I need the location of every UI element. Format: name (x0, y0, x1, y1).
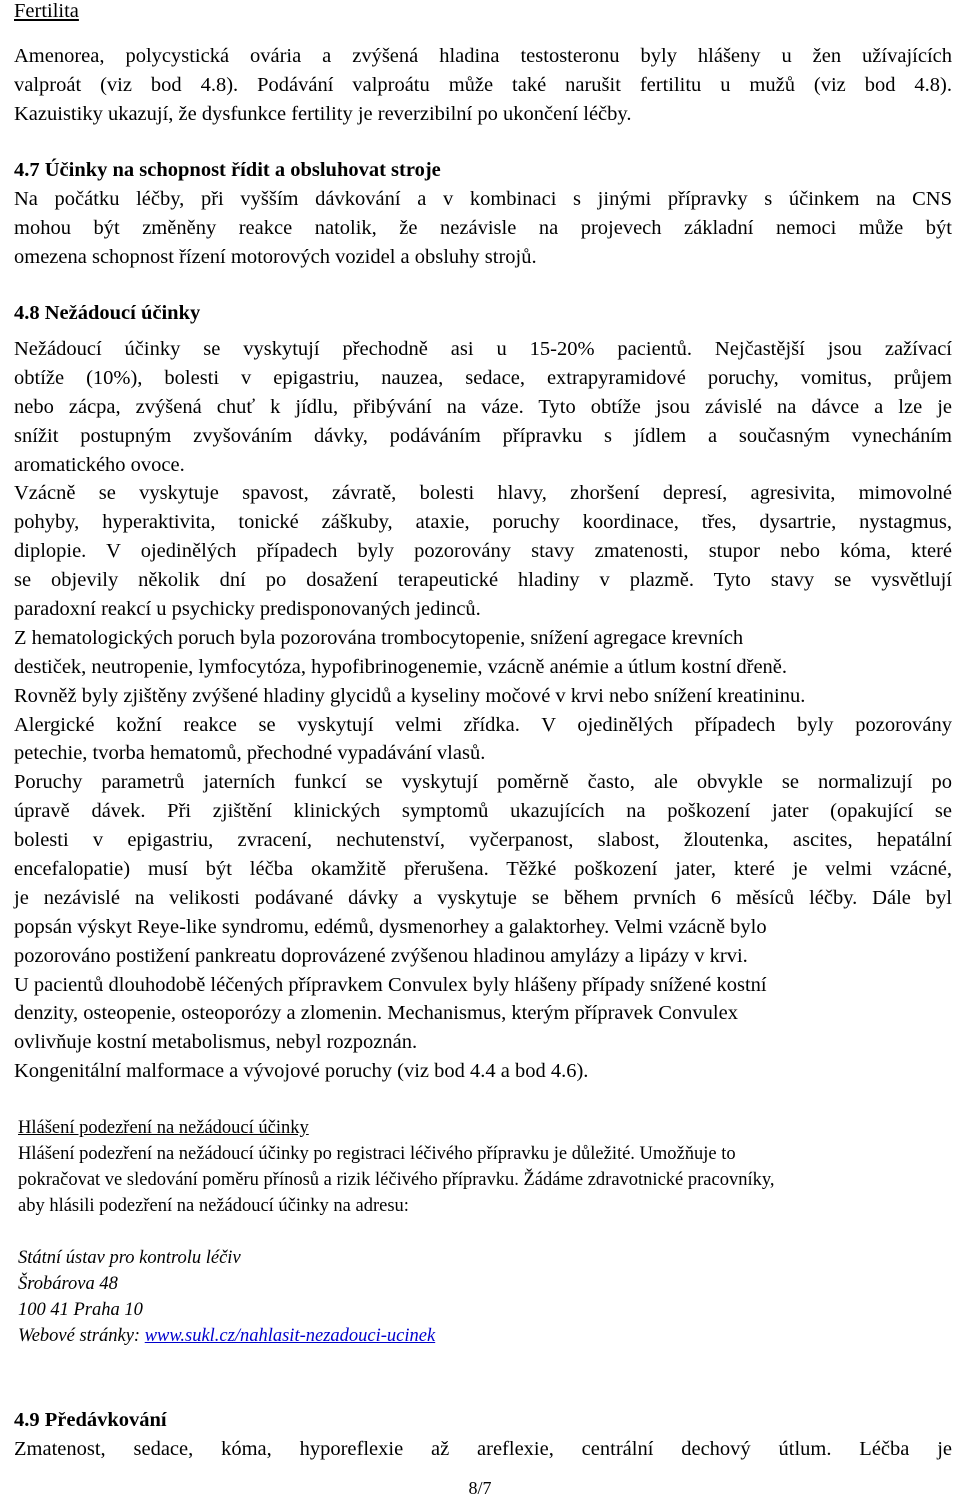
website-link[interactable]: www.sukl.cz/nahlasit-nezadouci-ucinek (144, 1326, 436, 1346)
fertility-line: Amenorea, polycystická ovária a zvýšená hladina testosteronu byly hlášeny u žen užívajících (14, 45, 952, 67)
section-4-8-line: snížit postupným zvyšováním dávky, podáváním přípravku s jídlem a současným vynecháním (14, 425, 952, 447)
section-4-8-line: Z hematologických poruch byla pozorována trombocytopenie, snížení agregace krevních (14, 627, 744, 649)
section-4-8-line: Nežádoucí účinky se vyskytují přechodně asi u 15-20% pacientů. Nejčastější jsou zažívací (14, 338, 952, 360)
section-4-8-line: pozorováno postižení pankreatu doprovázené zvýšenou hladinou amylázy a lipázy v krvi. (14, 945, 748, 967)
section-4-8-line: Kongenitální malformace a vývojové poruchy (viz bod 4.4 a bod 4.6). (14, 1060, 589, 1082)
section-4-8-line: obtíže (10%), bolesti v epigastriu, nauzea, sedace, extrapyramidové poruchy, vomitus, průjem (14, 367, 952, 389)
website-line (18, 1322, 956, 1351)
section-4-8-line: úpravě dávek. Při zjištění klinických symptomů ukazujících na poškození jater (opakující se (14, 800, 952, 822)
section-4-8-line: aromatického ovoce. (14, 454, 185, 476)
section-4-8-line: U pacientů dlouhodobě léčených přípravkem Convulex byly hlášeny případy snížené kostní (14, 974, 767, 996)
section-4-8-line: destiček, neutropenie, lymfocytóza, hypofibrinogenemie, vzácně anémie a útlum kostní dřeně. (14, 656, 788, 678)
section-4-8-line: paradoxní reakcí u psychicky predisponovaných jedinců. (14, 598, 481, 620)
section-4-8-line: petechie, tvorba hematomů, přechodné vypadávání vlasů. (14, 742, 486, 764)
section-4-9-line: Zmatenost, sedace, kóma, hyporeflexie až areflexie, centrální dechový útlum. Léčba je (14, 1438, 952, 1460)
section-4-8-line: bolesti v epigastriu, zvracení, nechutenství, vyčerpanost, slabost, žloutenka, ascites, hepatální (14, 829, 952, 851)
section-4-8-line: denzity, osteopenie, osteoporózy a zlomenin. Mechanismus, kterým přípravek Convulex (14, 1002, 738, 1024)
fertility-title: Fertilita (14, 0, 79, 22)
section-4-8-line: pohyby, hyperaktivita, tonické záškuby, ataxie, poruchy koordinace, třes, dysartrie, nystagmus, (14, 511, 952, 533)
section-4-8-line: popsán výskyt Reye-like syndromu, edémů, dysmenorhey a galaktorhey. Velmi vzácně bylo (14, 916, 767, 938)
section-4-8-line: Alergické kožní reakce se vyskytují velmi zřídka. V ojedinělých případech byly pozorovány (14, 714, 952, 736)
section-4-8-line: ovlivňuje kostní metabolismus, nebyl rozpoznán. (14, 1031, 418, 1053)
reporting-line: aby hlásili podezření na nežádoucí účinky na adresu: (18, 1196, 409, 1216)
section-4-8-line: diplopie. V ojedinělých případech byly pozorovány stavy zmatenosti, stupor nebo kóma, které (14, 540, 952, 562)
section-4-8-line: Vzácně se vyskytuje spavost, závratě, bolesti hlavy, zhoršení depresí, agresivita, mimovolné (14, 482, 952, 504)
fertility-line: valproát (viz bod 4.8). Podávání valproátu může také narušit fertilitu u mužů (viz bod 4.8). (14, 74, 952, 96)
section-4-8-line: Rovněž byly zjištěny zvýšené hladiny glycidů a kyseliny močové v krvi nebo snížení kreatininu. (14, 685, 806, 707)
page-number: 8/7 (468, 1478, 492, 1498)
reporting-line: pokračovat ve sledování poměru přínosů a rizik léčivého přípravku. Žádáme zdravotnické pracovníky, (18, 1170, 775, 1190)
section-4-7-line: omezena schopnost řízení motorových vozidel a obsluhy strojů. (14, 246, 537, 268)
reporting-line: Hlášení podezření na nežádoucí účinky po registraci léčivého přípravku je důležité. Umožňuje to (18, 1144, 736, 1164)
section-4-7-heading: 4.7 Účinky na schopnost řídit a obsluhovat stroje (14, 159, 441, 181)
address-line: Šrobárova 48 (18, 1274, 118, 1294)
fertility-line: Kazuistiky ukazují, že dysfunkce fertility je reverzibilní po ukončení léčby. (14, 103, 632, 125)
section-4-8-line: Poruchy parametrů jaterních funkcí se vyskytují poměrně často, ale obvykle se normalizují po (14, 771, 952, 793)
section-4-8-heading: 4.8 Nežádoucí účinky (14, 302, 201, 324)
section-4-7-line: Na počátku léčby, při vyšším dávkování a v kombinaci s jinými přípravky s účinkem na CNS (14, 188, 952, 210)
section-4-8-line: nebo zácpa, zvýšená chuť k jídlu, přibývání na váze. Tyto obtíže jsou závislé na dávce a lze je (14, 396, 952, 418)
section-4-9-heading: 4.9 Předávkování (14, 1409, 167, 1431)
section-4-8-line: je nezávislé na velikosti podávané dávky a vyskytuje se během prvních 6 měsíců léčby. Dále byl (14, 887, 952, 909)
address-line: Státní ústav pro kontrolu léčiv (18, 1248, 241, 1268)
section-4-8-line: encefalopatie) musí být léčba okamžitě přerušena. Těžké poškození jater, které je velmi vzácné, (14, 858, 952, 880)
section-4-7-line: mohou být změněny reakce natolik, že nezávisle na projevech základní nemoci může být (14, 217, 952, 239)
address-line: 100 41 Praha 10 (18, 1300, 143, 1320)
section-4-8-line: se objevily několik dní po dosažení terapeutické hladiny v plazmě. Tyto stavy se vysvětlují (14, 569, 952, 591)
reporting-title: Hlášení podezření na nežádoucí účinky (18, 1118, 309, 1138)
website-label: Webové stránky: (18, 1326, 145, 1346)
